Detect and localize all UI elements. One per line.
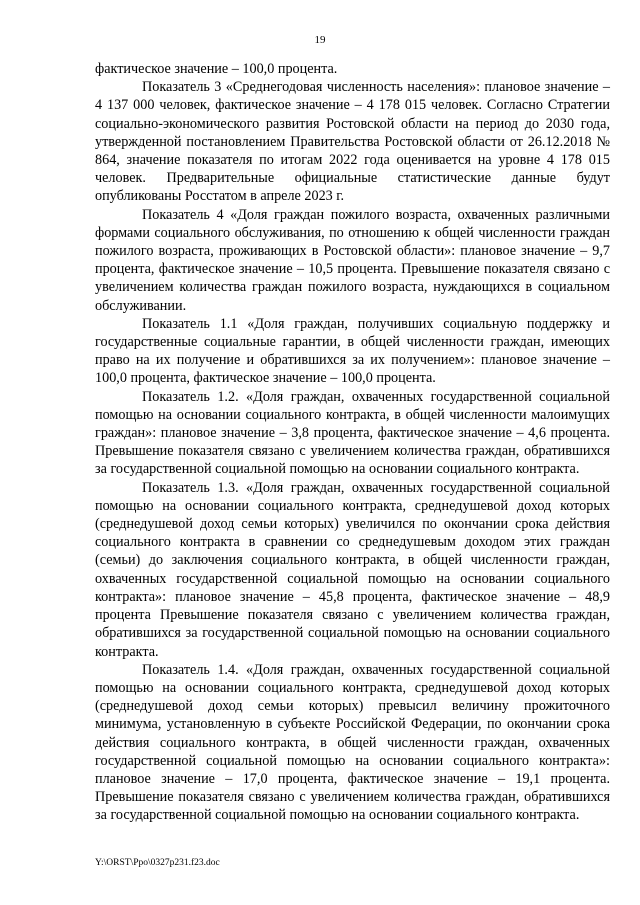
paragraph-indicator-4: Показатель 4 «Доля граждан пожилого возраста, охваченных различными формами социального обслуживания, по отношению к общей численности граждан пожилого возраста, проживающих в Ростовской области»: плановое значение – 9,7 процента, фактическое значение – 10,5 процента. Превышение показателя связано с увеличением количества граждан пожилого возраста, нуждающихся в социальном обслуживании. [95, 206, 610, 314]
page-number: 19 [314, 34, 326, 46]
paragraph-indicator-1-4: Показатель 1.4. «Доля граждан, охваченных государственной социальной помощью на основании социального контракта, среднедушевой доход которых (среднедушевой доход семьи которых) превысил величину прожиточного минимума, установленную в субъекте Российской Федерации, по окончании срока действия социального контракта, в общей численности граждан, охваченных государственной социальной помощью на основании социального контракта»: плановое значение – 17,0 процента, фактическое значение – 19,1 процента. Превышение показателя связано с увеличением количества граждан, обратившихся за государственной социальной помощью на основании социального контракта. [95, 661, 610, 824]
paragraph-indicator-1-1: Показатель 1.1 «Доля граждан, получивших социальную поддержку и государственные социальные гарантии, в общей численности граждан, имеющих право на их получение и обратившихся за их получением»: плановое значение – 100,0 процента, фактическое значение – 100,0 процента. [95, 315, 610, 387]
file-path-footer: Y:\ORST\Ppo\0327p231.f23.doc [95, 858, 220, 868]
paragraph-indicator-1-3: Показатель 1.3. «Доля граждан, охваченных государственной социальной помощью на основании социального контракта, среднедушевой доход которых (среднедушевой доход семьи которых) увеличился по окончании срока действия социального контракта в сравнении со среднедушевым доходом этих граждан (семьи) до заключения социального контракта, в общей численности граждан, охваченных государственной социальной помощью на основании социального контракта»: плановое значение – 45,8 процента, фактическое значение – 48,9 процента Превышение показателя связано с увеличением количества граждан, обратившихся за государственной социальной помощью на основании социального контракта. [95, 479, 610, 660]
paragraph-continuation: фактическое значение – 100,0 процента. [95, 61, 338, 77]
document-body [95, 60, 610, 825]
paragraph-indicator-3: Показатель 3 «Среднегодовая численность населения»: плановое значение – 4 137 000 человек, фактическое значение – 4 178 015 человек. Согласно Стратегии социально-экономического развития Ростовской области на период до 2030 года, утвержденной постановлением Правительства Ростовской области от 26.12.2018 № 864, значение показателя по итогам 2022 года оценивается на уровне 4 178 015 человек. Предварительные официальные статистические данные будут опубликованы Росстатом в апреле 2023 г. [95, 79, 610, 205]
paragraph-indicator-1-2: Показатель 1.2. «Доля граждан, охваченных государственной социальной помощью на основании социального контракта, в общей численности малоимущих граждан»: плановое значение – 3,8 процента, фактическое значение – 4,6 процента. Превышение показателя связано с увеличением количества граждан, обратившихся за государственной социальной помощью на основании социального контракта. [95, 388, 610, 478]
